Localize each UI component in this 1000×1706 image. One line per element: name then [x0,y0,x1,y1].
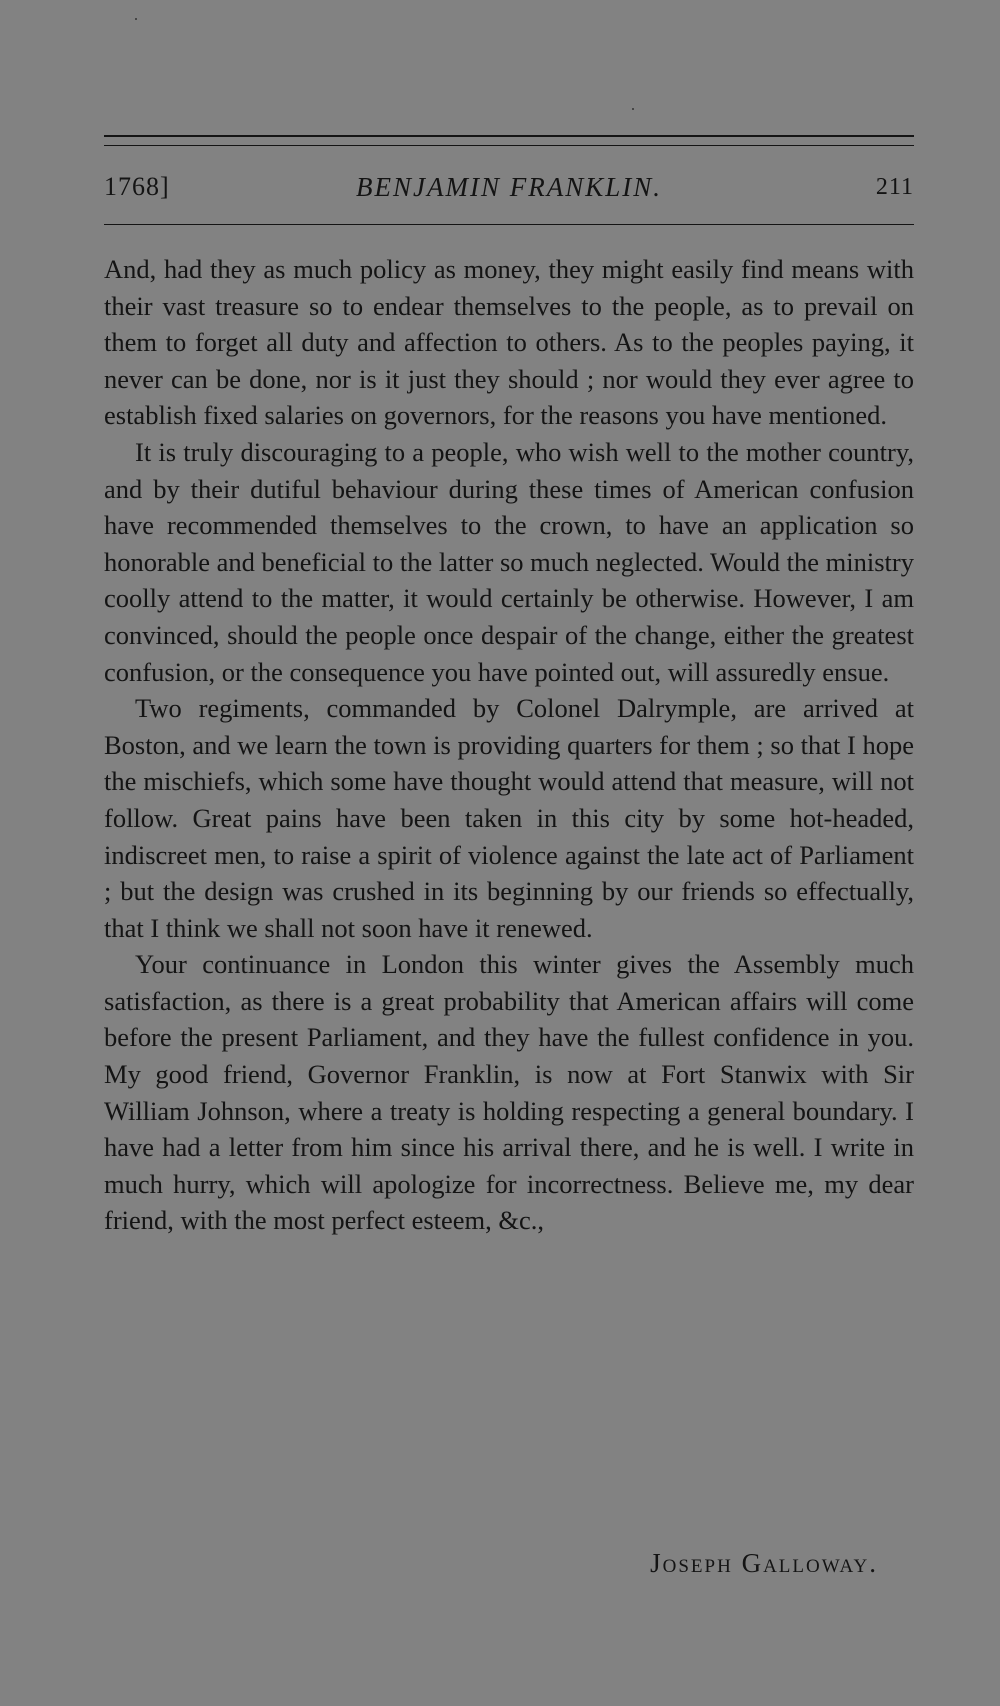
running-head-title: BENJAMIN FRANKLIN. [356,172,662,202]
paragraph: Two regiments, commanded by Colonel Dalrymple, are arrived at Boston, and we learn the town is providing quarters for them ; so that I hope the mischiefs, which some have thought would attend that measure, will not follow. Great pains have been taken in this city by some hot-headed, indiscreet men, to raise a spirit of violence against the late act of Parliament ; but the design was crushed in its beginning by our friends so effectually, that I think we shall not soon have it renewed. [104,693,914,943]
page-number: 211 [875,174,914,200]
paragraph: And, had they as much policy as money, they might easily find means with their vast treasure so to endear themselves to the people, as to prevail on them to forget all duty and affection to others. As to the peoples paying, it never can be done, nor is it just they should ; nor would they ever agree to establish fixed salaries on governors, for the reasons you have mentioned. [104,254,914,431]
header-double-rule-top [104,135,914,137]
running-head-year: 1768] [104,172,170,201]
book-page [104,0,914,1706]
signature: Joseph Galloway. [650,1548,878,1578]
letter-body [104,251,914,1239]
paragraph: Your continuance in London this winter gives the Assembly much satisfaction, as there is a great probability that American affairs will come before the present Parliament, and they have the fullest confidence in you. My good friend, Governor Franklin, is now at Fort Stanwix with Sir William Johnson, where a treaty is holding respecting a general boundary. I have had a letter from him since his arrival there, and he is well. I write in much hurry, which will apologize for incorrectness. Believe me, my dear friend, with the most perfect esteem, &c., [104,949,914,1236]
header-rule [104,224,914,225]
paragraph: It is truly discouraging to a people, who wish well to the mother country, and by their dutiful behaviour during these times of American confusion have recommended themselves to the crown, to have an application so honorable and beneficial to the latter so much neglected. Would the ministry coolly attend to the matter, it would certainly be otherwise. However, I am convinced, should the people once despair of the change, either the greatest confusion, or the consequence you have pointed out, will assuredly ensue. [104,436,914,687]
running-head [104,172,914,208]
header-double-rule-bottom [104,145,914,146]
